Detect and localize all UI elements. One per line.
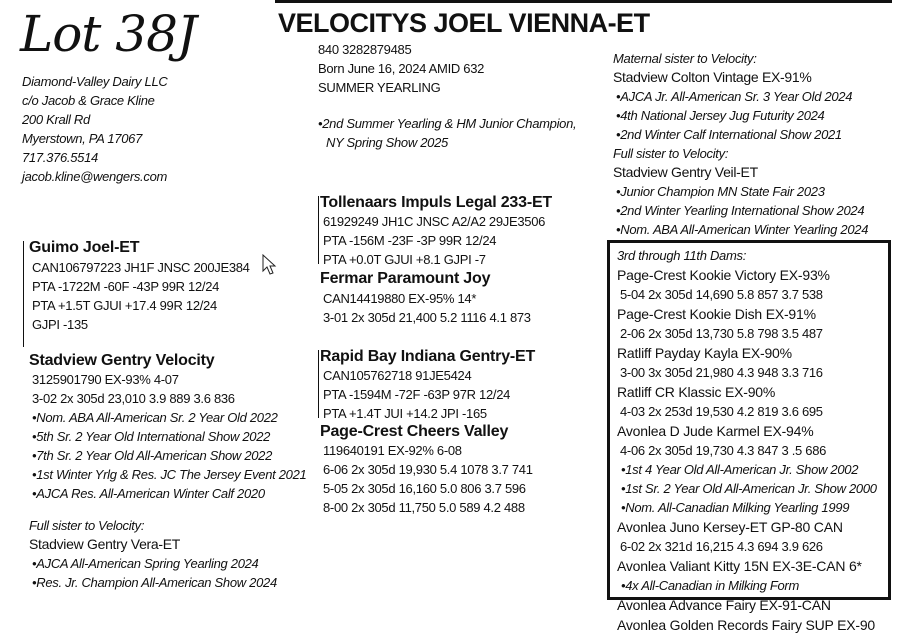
dams-sire-details	[323, 366, 510, 423]
sister-name: Stadview Gentry Veil-ET	[613, 164, 758, 180]
ancestor-record: 2-06 2x 305d 13,730 5.8 798 3.5 487	[620, 326, 823, 341]
ancestor-award: •Nom. All-Canadian Milking Yearling 1999	[621, 500, 850, 515]
owner-city: Myerstown, PA 17067	[22, 131, 143, 146]
dam-award: •Nom. ABA All-American Sr. 2 Year Old 2022	[32, 410, 278, 425]
owner-name: Diamond-Valley Dairy LLC	[22, 74, 168, 89]
dams-dam-line: 5-05 2x 305d 16,160 5.0 806 3.7 596	[323, 481, 526, 496]
dams-dam-line: 8-00 2x 305d 11,750 5.0 589 4.2 488	[323, 500, 525, 515]
section-heading: Maternal sister to Velocity:	[613, 51, 757, 66]
ancestor-record: 3-00 3x 305d 21,980 4.3 948 3.3 716	[620, 365, 823, 380]
dam-award: •AJCA Res. All-American Winter Calf 2020	[32, 486, 265, 501]
ancestor-record: 4-03 2x 253d 19,530 4.2 819 3.6 695	[620, 404, 823, 419]
award-line: •2nd Summer Yearling & HM Junior Champion,	[318, 116, 577, 131]
dam-award: •1st Winter Yrlg & Res. JC The Jersey Event 2021	[32, 467, 307, 482]
dam-name: Stadview Gentry Velocity	[29, 352, 215, 369]
ancestor-award: •1st 4 Year Old All-American Jr. Show 2002	[621, 462, 859, 477]
sire-line: PTA -1722M -60F -43P 99R 12/24	[32, 279, 220, 294]
ancestor-name: Page-Crest Kookie Victory EX-93%	[617, 267, 830, 283]
ancestor-name: Avonlea Valiant Kitty 15N EX-3E-CAN 6*	[617, 558, 862, 574]
dams-dam-line: 119640191 EX-92% 6-08	[323, 443, 462, 458]
ancestor-record: 6-02 2x 321d 16,215 4.3 694 3.9 626	[620, 539, 823, 554]
sister-name: Stadview Gentry Vera-ET	[29, 536, 181, 552]
award-line: NY Spring Show 2025	[326, 135, 448, 150]
sister-name: Stadview Colton Vintage EX-91%	[613, 69, 812, 85]
sire-line: CAN106797223 JH1F JNSC 200JE384	[32, 260, 250, 275]
ancestor-record: 5-04 2x 305d 14,690 5.8 857 3.7 538	[620, 287, 823, 302]
lot-number: Lot 38J	[20, 5, 196, 63]
dams-sire-line: CAN105762718 91JE5424	[323, 368, 472, 383]
ancestor-name: Avonlea D Jude Karmel EX-94%	[617, 423, 814, 439]
owner-block	[22, 72, 168, 186]
sires-dam-details	[323, 289, 531, 327]
ancestor-name: Page-Crest Kookie Dish EX-91%	[617, 306, 816, 322]
sire-line: PTA +1.5T GJUI +17.4 99R 12/24	[32, 298, 217, 313]
sire-name: Guimo Joel-ET	[29, 239, 140, 256]
dam-line: 3125901790 EX-93% 4-07	[32, 372, 179, 387]
sires-sire-details	[323, 212, 545, 269]
animal-info	[318, 40, 484, 97]
sires-sire-line: 61929249 JH1C JNSC A2/A2 29JE3506	[323, 214, 546, 229]
dams-sire-line: PTA +1.4T JUI +14.2 JPI -165	[323, 406, 487, 421]
section-heading: Full sister to Velocity:	[613, 146, 729, 161]
section-heading: Full sister to Velocity:	[29, 518, 145, 533]
dam-award: •7th Sr. 2 Year Old All-American Show 2022	[32, 448, 273, 463]
dam-award: •5th Sr. 2 Year Old International Show 2022	[32, 429, 271, 444]
class: SUMMER YEARLING	[318, 80, 441, 95]
sister-award: •AJCA All-American Spring Yearling 2024	[32, 556, 259, 571]
dams-box-heading: 3rd through 11th Dams:	[617, 248, 747, 263]
owner-contact: c/o Jacob & Grace Kline	[22, 93, 155, 108]
sister-award: •4th National Jersey Jug Futurity 2024	[616, 108, 825, 123]
ancestor-record: 4-06 2x 305d 19,730 4.3 847 3 .5 686	[620, 443, 827, 458]
owner-email[interactable]: jacob.kline@wengers.com	[22, 169, 168, 184]
sister-award: •Junior Champion MN State Fair 2023	[616, 184, 825, 199]
ancestor-name: Avonlea Juno Kersey-ET GP-80 CAN	[617, 519, 843, 535]
sire-line: GJPI -135	[32, 317, 88, 332]
owner-street: 200 Krall Rd	[22, 112, 90, 127]
mouse-pointer-icon	[262, 254, 278, 276]
ancestor-name: Avonlea Golden Records Fairy SUP EX-90	[617, 617, 876, 633]
sires-sire-line: PTA -156M -23F -3P 99R 12/24	[323, 233, 497, 248]
sister-award: •AJCA Jr. All-American Sr. 3 Year Old 2024	[616, 89, 853, 104]
dams-box-lines	[617, 265, 877, 635]
dams-sire-bracket	[318, 350, 319, 418]
ancestor-name: Ratliff Payday Kayla EX-90%	[617, 345, 792, 361]
sires-sire-name: Tollenaars Impuls Legal 233-ET	[320, 194, 553, 211]
dam-line: 3-02 2x 305d 23,010 3.9 889 3.6 836	[32, 391, 235, 406]
sister-award: •Nom. ABA All-American Winter Yearling 2024	[616, 222, 869, 237]
top-rule	[275, 0, 892, 3]
dams-dam-line: 6-06 2x 305d 19,930 5.4 1078 3.7 741	[323, 462, 533, 477]
sires-dam-line: CAN14419880 EX-95% 14*	[323, 291, 477, 306]
birth-date: Born June 16, 2024 AMID 632	[318, 61, 485, 76]
dam-details	[32, 370, 306, 503]
dams-dam-name: Page-Crest Cheers Valley	[320, 423, 509, 440]
ancestor-name: Ratliff CR Klassic EX-90%	[617, 384, 776, 400]
sires-sire-bracket	[318, 196, 319, 264]
dams-box-content	[617, 246, 877, 635]
animal-award	[318, 114, 576, 152]
registration-number: 840 3282879485	[318, 42, 412, 57]
dams-sire-line: PTA -1594M -72F -63P 97R 12/24	[323, 387, 511, 402]
sires-dam-line: 3-01 2x 305d 21,400 5.2 1116 4.1 873	[323, 310, 531, 325]
sires-dam-name: Fermar Paramount Joy	[320, 270, 491, 287]
maternal-sister	[613, 49, 868, 239]
sire-details	[32, 258, 250, 334]
dams-sire-name: Rapid Bay Indiana Gentry-ET	[320, 348, 536, 365]
owner-phone: 717.376.5514	[22, 150, 98, 165]
sister-award: •2nd Winter Yearling International Show 2024	[616, 203, 865, 218]
full-sister-dam	[29, 516, 277, 592]
page-title: VELOCITYS JOEL VIENNA-ET	[278, 8, 650, 38]
ancestor-award: •1st Sr. 2 Year Old All-American Jr. Show 2000	[621, 481, 877, 496]
ancestor-award: •4x All-Canadian in Milking Form	[621, 578, 799, 593]
sire-bracket	[23, 241, 24, 347]
dams-dam-details	[323, 441, 533, 517]
ancestor-name: Avonlea Advance Fairy EX-91-CAN	[617, 597, 831, 613]
sister-award: •2nd Winter Calf International Show 2021	[616, 127, 842, 142]
sires-sire-line: PTA +0.0T GJUI +8.1 GJPI -7	[323, 252, 486, 267]
sister-award: •Res. Jr. Champion All-American Show 2024	[32, 575, 277, 590]
